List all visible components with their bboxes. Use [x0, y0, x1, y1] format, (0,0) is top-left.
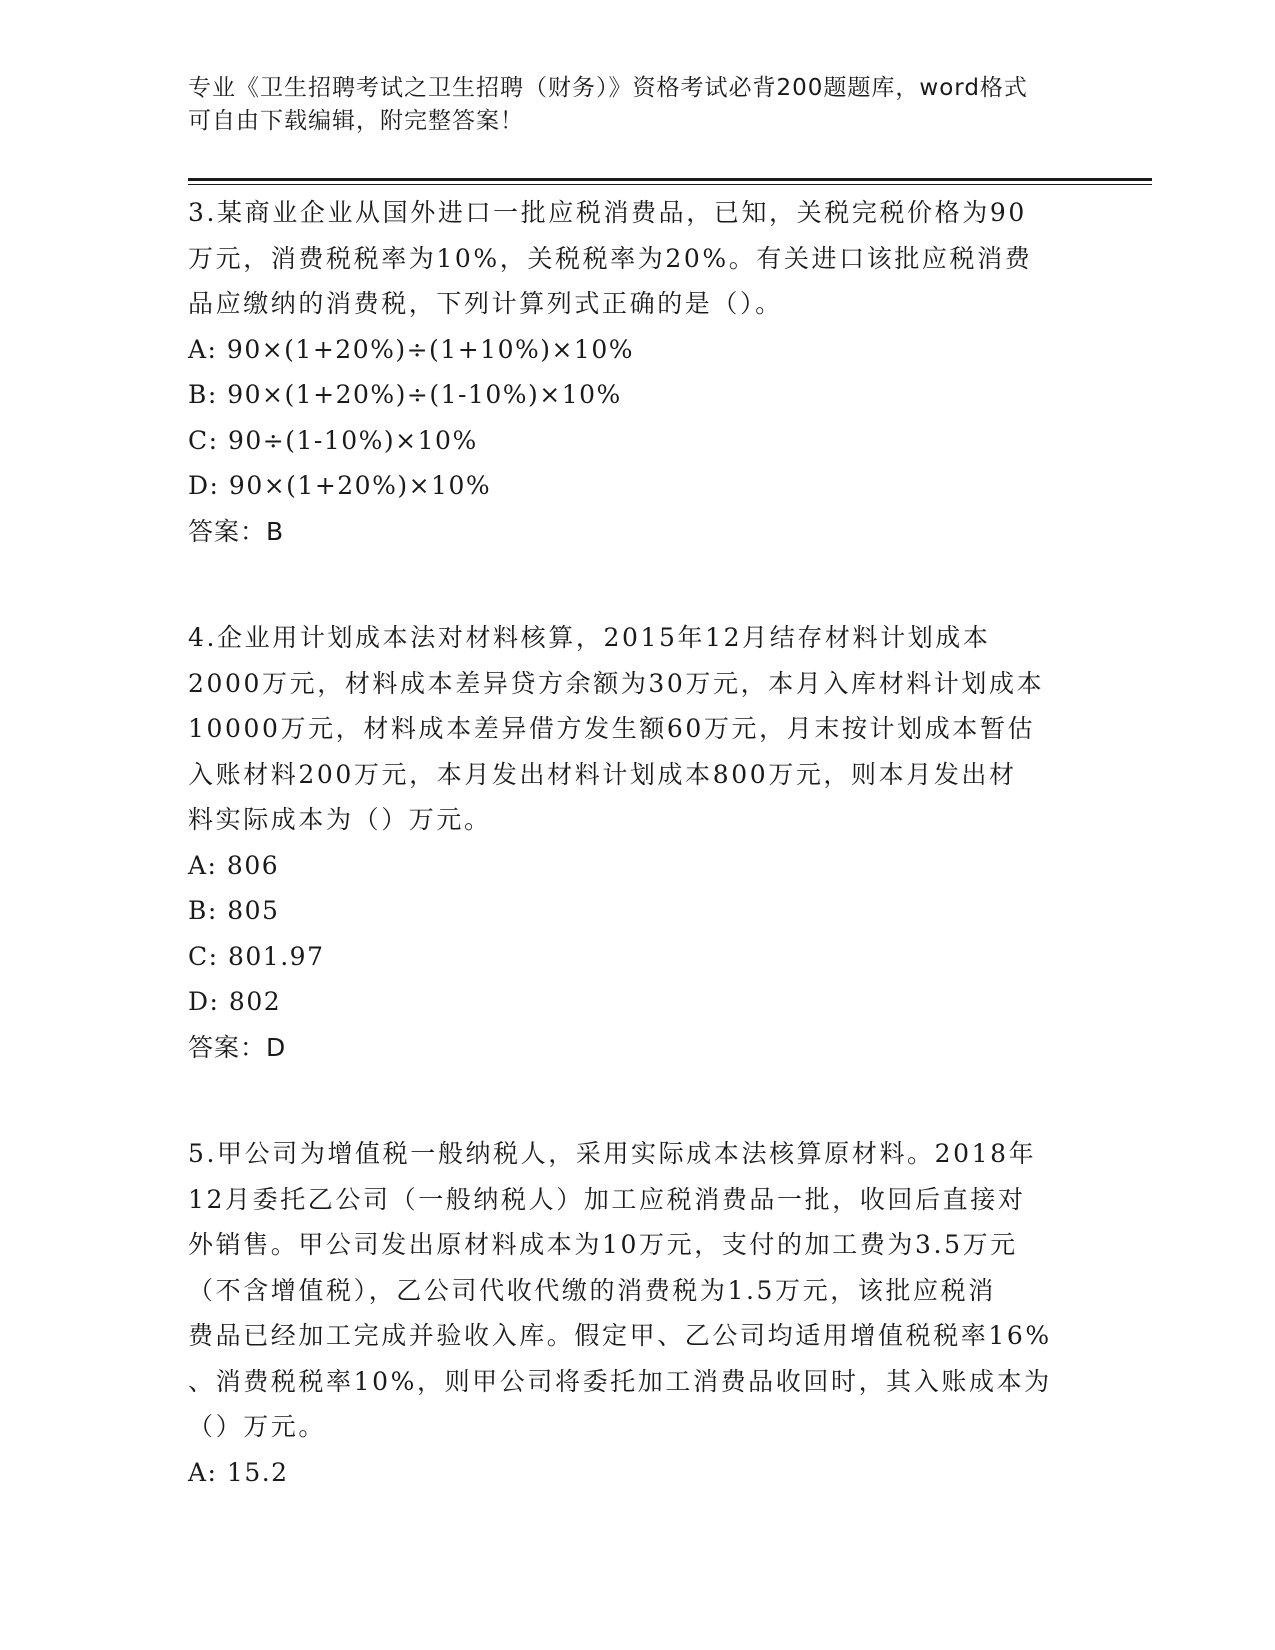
- question-stem: 入账材料200万元，本月发出材料计划成本800万元，则本月发出材: [188, 759, 1017, 789]
- option-b: B: 805: [188, 896, 280, 925]
- header-line: 可自由下载编辑，附完整答案！: [188, 108, 524, 134]
- option-d: D: 802: [188, 987, 282, 1016]
- option-c: C: 90÷(1-10%)×10%: [188, 425, 478, 455]
- question-stem: 3.某商业企业从国外进口一批应税消费品，已知，关税完税价格为90: [188, 198, 1027, 227]
- option-c: C: 801.97: [188, 941, 325, 971]
- question-stem: 10000万元，材料成本差异借方发生额60万元，月末按计划成本暂估: [188, 714, 1036, 743]
- question-stem: 2000万元，材料成本差异贷方余额为30万元，本月入库材料计划成本: [188, 668, 1045, 698]
- question-stem: 、消费税税率10%，则甲公司将委托加工消费品收回时，其入账成本为: [188, 1366, 1052, 1396]
- question-stem: 5.甲公司为增值税一般纳税人，采用实际成本法核算原材料。2018年: [188, 1139, 1037, 1168]
- question-list: [188, 190, 1088, 1556]
- question-stem: 4.企业用计划成本法对材料核算，2015年12月结存材料计划成本: [188, 623, 991, 652]
- question-stem: （不含增值税），乙公司代收代缴的消费税为1.5万元，该批应税消: [188, 1275, 996, 1305]
- question-5: [188, 1131, 1088, 1495]
- question-stem: 品应缴纳的消费税，下列计算列式正确的是（）。: [188, 289, 783, 318]
- question-3: [188, 190, 1088, 554]
- question-stem: 12月委托乙公司（一般纳税人）加工应税消费品一批，收回后直接对: [188, 1184, 1026, 1214]
- question-4: [188, 615, 1088, 1070]
- question-stem: （）万元。: [188, 1412, 327, 1441]
- option-a: A: 15.2: [188, 1457, 289, 1487]
- option-a: A: 90×(1+20%)÷(1+10%)×10%: [188, 334, 634, 364]
- question-stem: 万元，消费税税率为10%，关税税率为20%。有关进口该批应税消费: [188, 243, 1033, 273]
- header-rule: [188, 178, 1152, 181]
- answer-line: 答案：D: [188, 1032, 287, 1062]
- header-line: 专业《卫生招聘考试之卫生招聘（财务）》资格考试必背200题题库，word格式: [188, 75, 1028, 101]
- document-header: [188, 72, 1088, 138]
- question-stem: 料实际成本为（）万元。: [188, 805, 492, 834]
- header-rule-thin: [188, 184, 1152, 185]
- option-b: B: 90×(1+20%)÷(1-10%)×10%: [188, 380, 622, 409]
- option-a: A: 806: [188, 850, 280, 880]
- question-stem: 外销售。甲公司发出原材料成本为10万元，支付的加工费为3.5万元: [188, 1230, 1018, 1259]
- option-d: D: 90×(1+20%)×10%: [188, 471, 492, 500]
- answer-line: 答案：B: [188, 516, 285, 546]
- question-stem: 费品已经加工完成并验收入库。假定甲、乙公司均适用增值税税率16%: [188, 1321, 1052, 1350]
